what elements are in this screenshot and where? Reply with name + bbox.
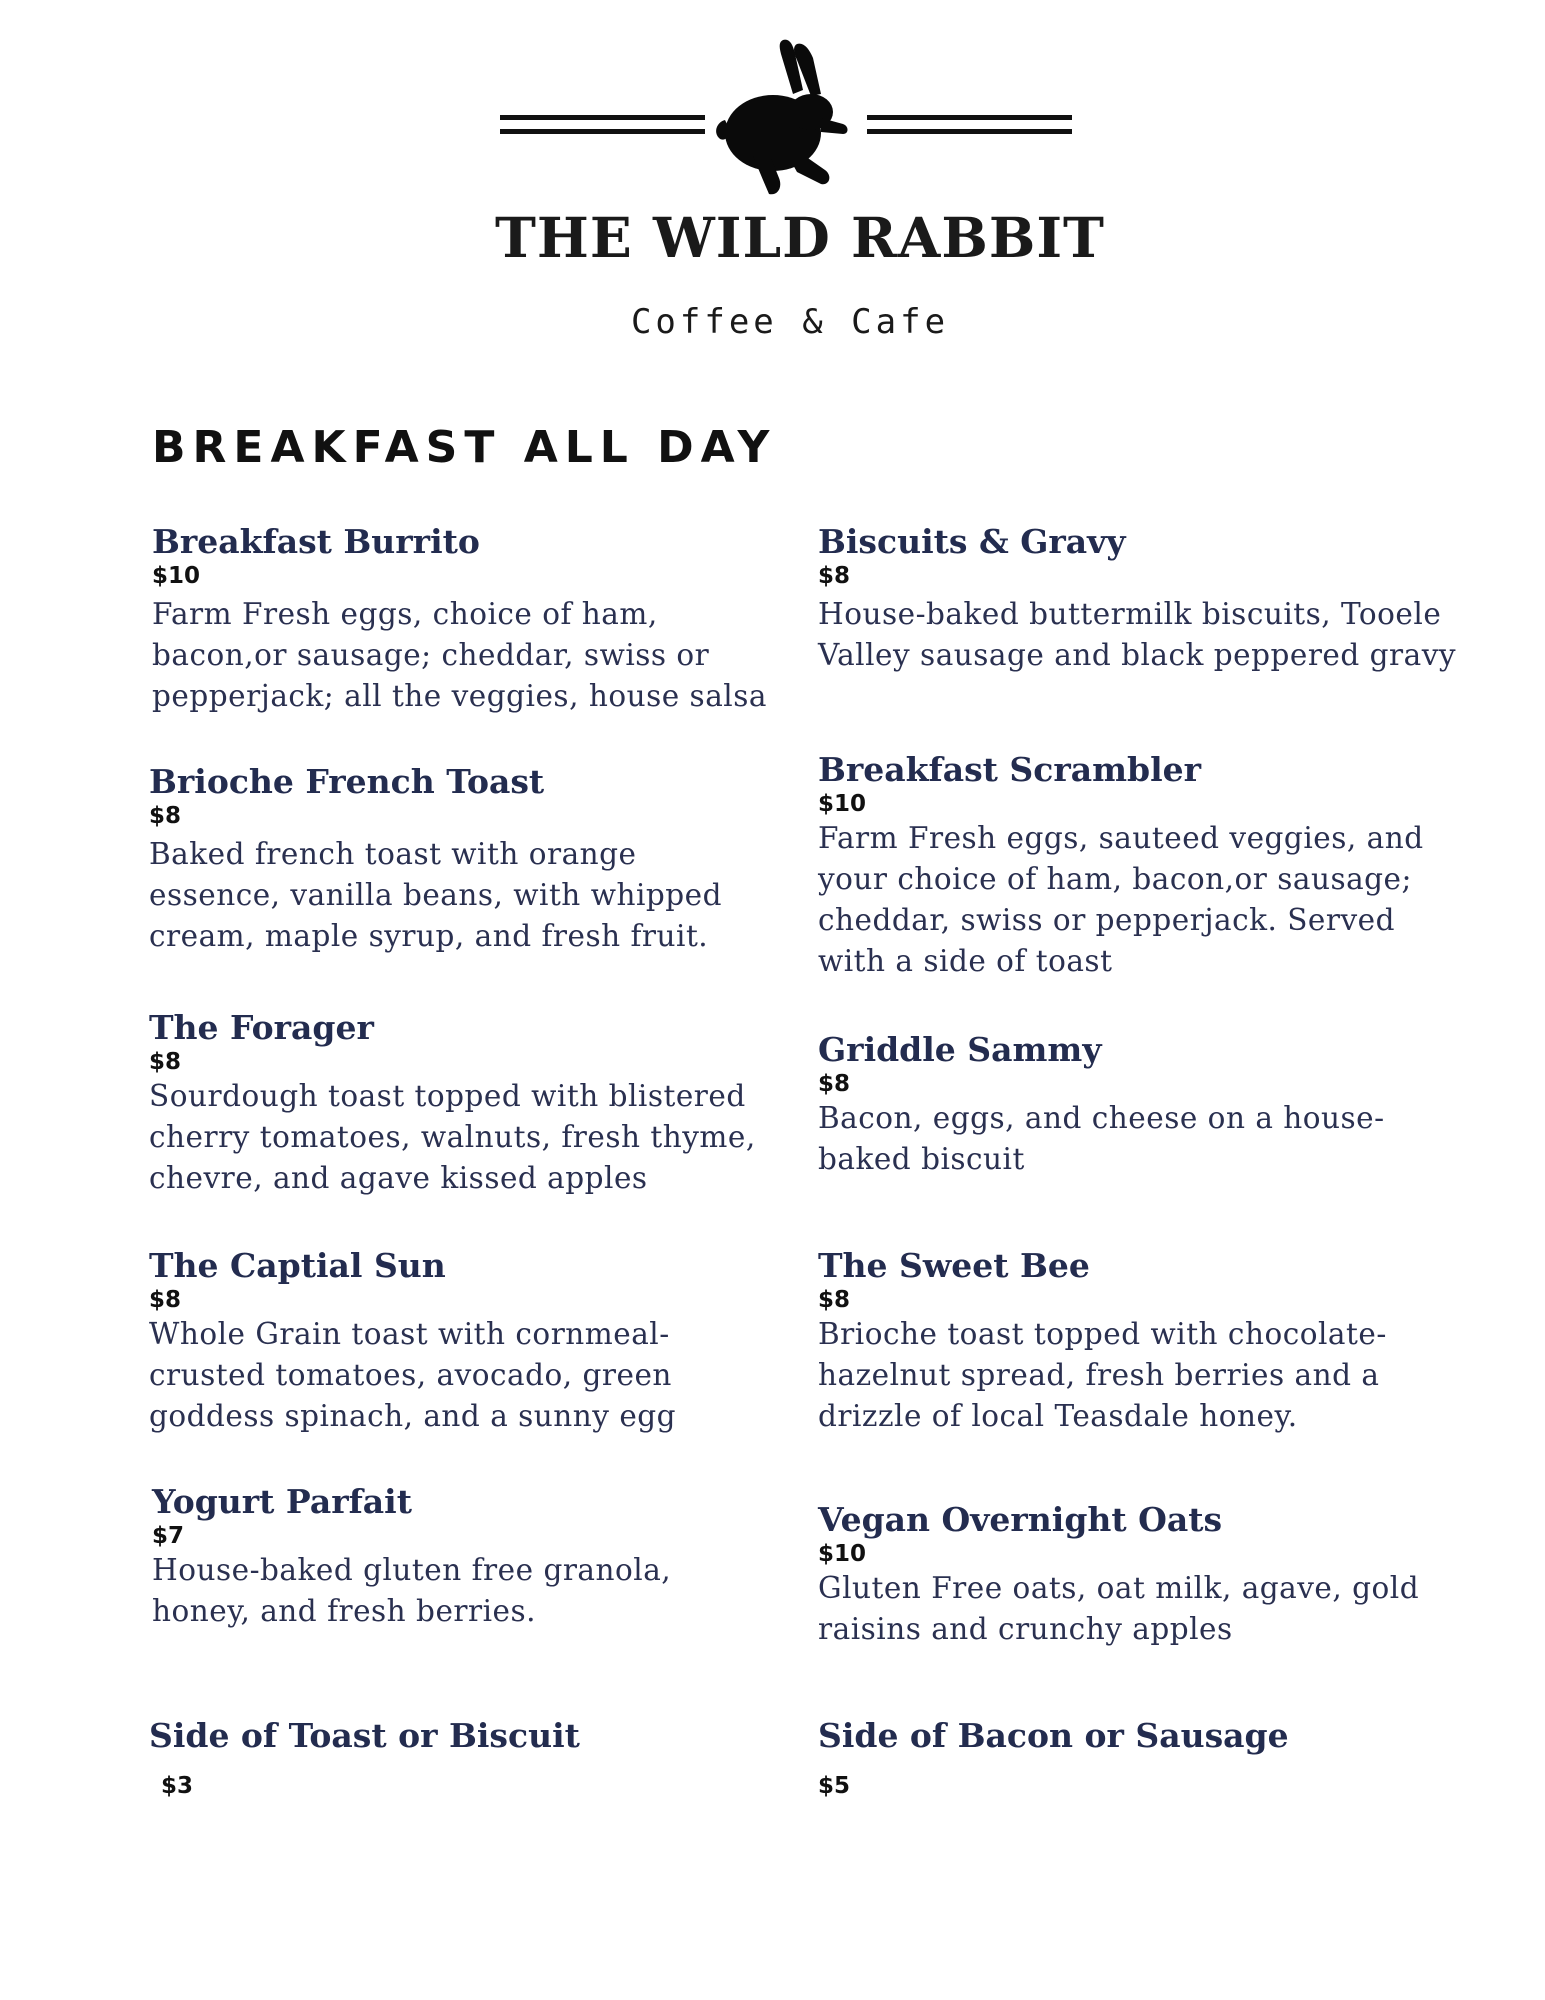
item-name: Yogurt Parfait bbox=[152, 1482, 412, 1521]
item-description: Farm Fresh eggs, choice of ham, bacon,or sausage; cheddar, swiss or pepperjack; all the veggies, house salsa bbox=[152, 597, 767, 713]
item-name: Breakfast Scrambler bbox=[818, 750, 1202, 789]
item-name: Breakfast Burrito bbox=[152, 522, 480, 561]
item-price: $7 bbox=[152, 1523, 185, 1549]
logo-rule-left bbox=[500, 115, 705, 137]
menu-item bbox=[818, 1716, 1458, 1800]
item-price: $8 bbox=[149, 1049, 182, 1075]
menu-item bbox=[149, 762, 789, 957]
item-name: Side of Bacon or Sausage bbox=[818, 1716, 1289, 1755]
item-description: House-baked gluten free granola, honey, and fresh berries. bbox=[152, 1553, 672, 1628]
brand-name: THE WILD RABBIT bbox=[495, 205, 1105, 270]
item-price: $10 bbox=[818, 1541, 867, 1567]
menu-item bbox=[149, 1716, 789, 1800]
item-price: $3 bbox=[161, 1773, 194, 1799]
menu-item bbox=[818, 750, 1458, 982]
brand-subtitle: Coffee & Cafe bbox=[630, 302, 950, 342]
item-price: $10 bbox=[152, 563, 201, 589]
menu-item bbox=[152, 1482, 792, 1632]
item-price: $8 bbox=[149, 803, 182, 829]
item-name: The Captial Sun bbox=[149, 1246, 446, 1285]
menu-item bbox=[818, 1030, 1458, 1180]
item-name: Vegan Overnight Oats bbox=[818, 1500, 1223, 1539]
item-description: Baked french toast with orange essence, vanilla beans, with whipped cream, maple syrup, and fresh fruit. bbox=[149, 837, 722, 953]
item-description: Farm Fresh eggs, sauteed veggies, and your choice of ham, bacon,or sausage; cheddar, swiss or pepperjack. Served with a side of toast bbox=[818, 821, 1424, 978]
item-description: Brioche toast topped with chocolate- hazelnut spread, fresh berries and a drizzle of local Teasdale honey. bbox=[818, 1317, 1387, 1433]
menu-item bbox=[152, 522, 792, 717]
item-description: House-baked buttermilk biscuits, Tooele Valley sausage and black peppered gravy bbox=[818, 597, 1457, 672]
section-title: BREAKFAST ALL DAY bbox=[152, 422, 777, 473]
item-name: The Sweet Bee bbox=[818, 1246, 1090, 1285]
logo-rule-right bbox=[867, 115, 1072, 137]
item-description: Sourdough toast topped with blistered cherry tomatoes, walnuts, fresh thyme, chevre, and agave kissed apples bbox=[149, 1079, 756, 1195]
item-name: Griddle Sammy bbox=[818, 1030, 1102, 1069]
item-description: Bacon, eggs, and cheese on a house- baked biscuit bbox=[818, 1101, 1385, 1176]
brand-logo bbox=[495, 30, 1105, 350]
item-price: $8 bbox=[818, 1071, 851, 1097]
menu-item bbox=[149, 1246, 789, 1437]
item-price: $10 bbox=[818, 791, 867, 817]
item-description: Whole Grain toast with cornmeal- crusted tomatoes, avocado, green goddess spinach, and a sunny egg bbox=[149, 1317, 677, 1433]
rabbit-icon bbox=[713, 38, 857, 198]
item-name: The Forager bbox=[149, 1008, 374, 1047]
item-name: Side of Toast or Biscuit bbox=[149, 1716, 580, 1755]
item-name: Brioche French Toast bbox=[149, 762, 545, 801]
menu-item bbox=[818, 1500, 1458, 1650]
item-price: $8 bbox=[818, 563, 851, 589]
item-name: Biscuits & Gravy bbox=[818, 522, 1126, 561]
menu-item bbox=[149, 1008, 789, 1199]
item-price: $8 bbox=[149, 1287, 182, 1313]
menu-item bbox=[818, 522, 1458, 676]
item-price: $8 bbox=[818, 1287, 851, 1313]
menu-item bbox=[818, 1246, 1458, 1437]
item-price: $5 bbox=[818, 1773, 851, 1799]
item-description: Gluten Free oats, oat milk, agave, gold raisins and crunchy apples bbox=[818, 1571, 1420, 1646]
